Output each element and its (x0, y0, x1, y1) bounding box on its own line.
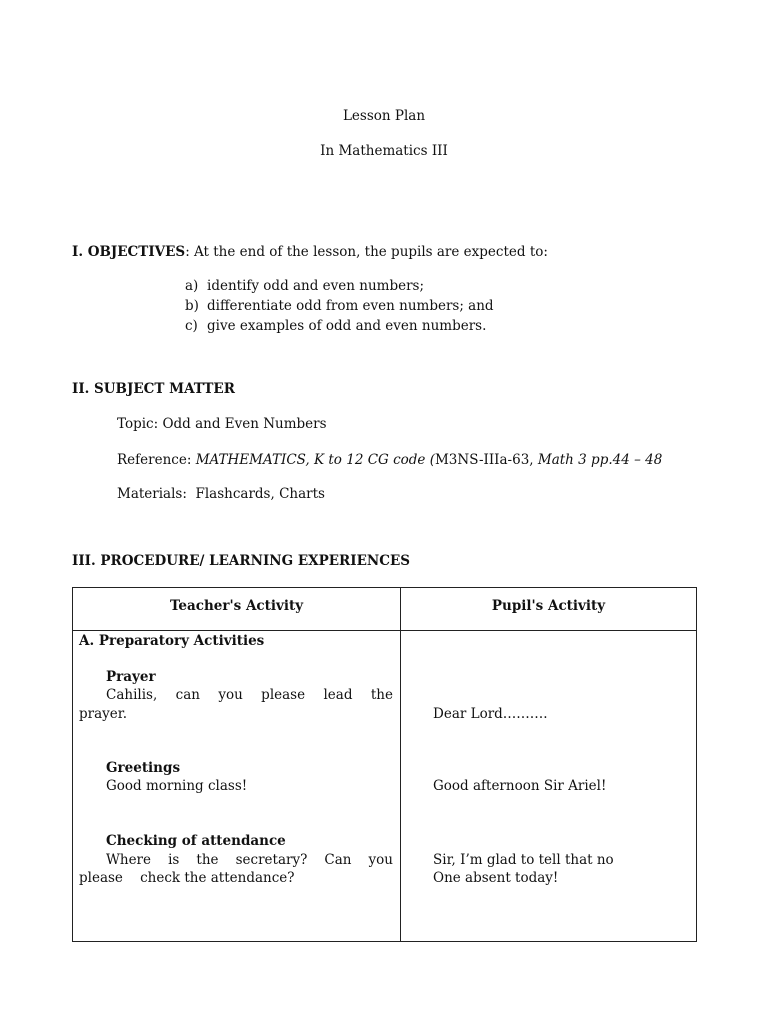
topic-label: Topic: (117, 416, 159, 432)
greetings-heading: Greetings (106, 760, 181, 776)
attendance-response-line2: One absent today! (433, 870, 559, 886)
objective-marker: b) (185, 298, 199, 314)
table-row (73, 631, 697, 942)
pupil-activity-header: Pupil's Activity (401, 588, 697, 631)
materials-label: Materials: (117, 486, 187, 502)
objectives-line (72, 244, 548, 260)
objective-item-c (185, 318, 486, 334)
reference-line (117, 452, 662, 468)
topic-line (117, 416, 327, 432)
objective-text: give examples of odd and even numbers. (207, 318, 487, 334)
topic-value: Odd and Even Numbers (162, 416, 327, 432)
attendance-response-line1: Sir, I’m glad to tell that no (433, 852, 614, 868)
attendance-text-line2: please check the attendance? (79, 870, 295, 886)
lesson-plan-title: Lesson Plan (342, 108, 426, 124)
reference-code: M3NS-IIIa-63, (434, 452, 534, 468)
lesson-plan-subtitle: In Mathematics III (320, 143, 448, 159)
section-a-heading: A. Preparatory Activities (79, 633, 265, 649)
attendance-text-line1: Where is the secretary? Can you (106, 852, 393, 868)
table-header-row (73, 588, 697, 631)
teacher-activity-cell (73, 631, 401, 942)
objective-text: identify odd and even numbers; (207, 278, 425, 294)
objective-item-b (185, 298, 494, 314)
procedure-table (72, 587, 697, 942)
teacher-activity-header: Teacher's Activity (73, 588, 401, 631)
prayer-heading: Prayer (106, 669, 156, 685)
objectives-intro: : At the end of the lesson, the pupils are expected to: (185, 244, 548, 260)
prayer-text-line1: Cahilis, can you please lead the (106, 687, 393, 703)
materials-value: Flashcards, Charts (195, 486, 325, 502)
subject-matter-heading: II. SUBJECT MATTER (72, 381, 235, 397)
materials-line (117, 486, 325, 502)
attendance-heading: Checking of attendance (106, 833, 286, 849)
prayer-response: Dear Lord………. (433, 706, 548, 722)
objectives-heading: I. OBJECTIVES (72, 244, 186, 260)
procedure-heading: III. PROCEDURE/ LEARNING EXPERIENCES (72, 553, 410, 569)
pupil-activity-cell (401, 631, 697, 942)
objective-marker: c) (185, 318, 198, 334)
reference-pages: Math 3 pp.44 – 48 (537, 452, 663, 468)
reference-label: Reference: (117, 452, 192, 468)
greetings-text: Good morning class! (106, 778, 248, 794)
objective-marker: a) (185, 278, 199, 294)
objective-text: differentiate odd from even numbers; and (207, 298, 494, 314)
prayer-text-line2: prayer. (79, 706, 128, 722)
greetings-response: Good afternoon Sir Ariel! (433, 778, 607, 794)
reference-source: MATHEMATICS, K to 12 CG code ( (195, 452, 435, 468)
objective-item-a (185, 278, 424, 294)
